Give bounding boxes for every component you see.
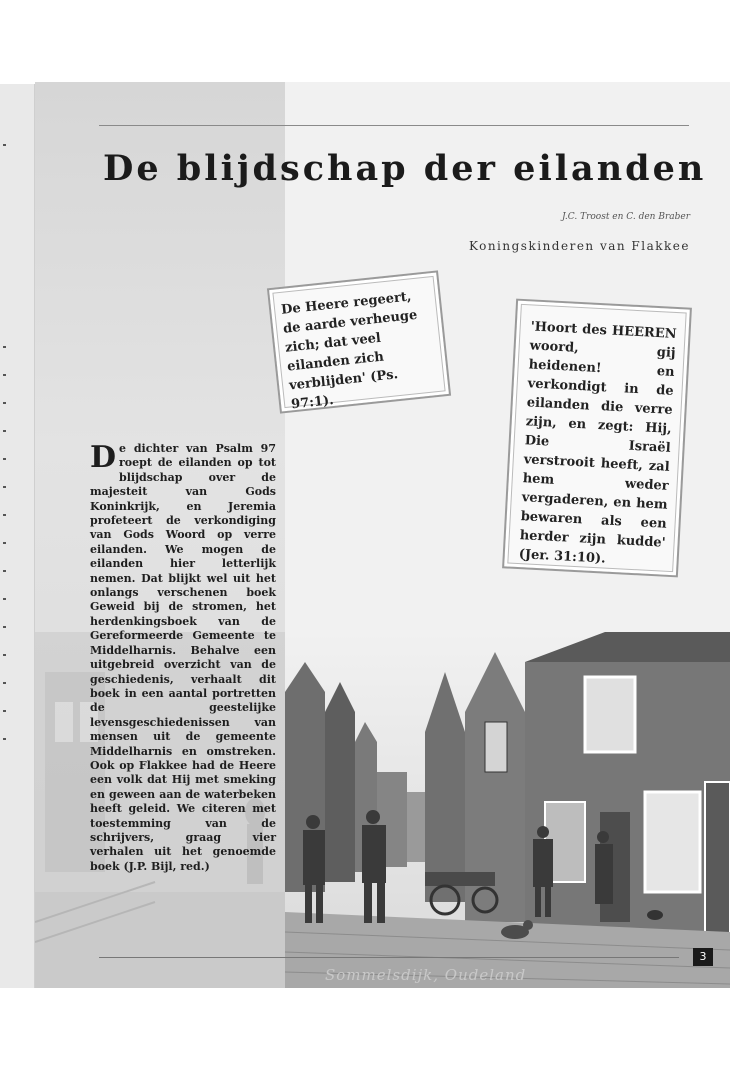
article-body [90,442,276,874]
section-heading: Koningskinderen van Flakkee [468,239,690,253]
street-photo [285,632,730,988]
quote-psalm: De Heere regeert, de aarde verheuge zich; dat veel eilanden zich verblijden' (Ps. 97:1). [267,270,451,413]
article-authors: J.C. Troost en C. den Braber [562,212,690,222]
photo-caption-footer: Sommelsdijk, Oudeland [325,966,527,984]
drop-cap: D [90,440,117,475]
article-body-text: e dichter van Psalm 97 roept de eilanden op tot blijdschap over de majesteit van Gods Koninkrijk, en Jeremia profeteert de verkondiging van Gods Woord op verre eilanden. We mogen de eilanden hier letterlijk nemen. Dat blijkt wel uit het onlangs verschenen boek Geweid bij de stromen, het herdenkingsboek van de Gereformeerde Gemeente te Middelharnis. Behalve een uitgebreid overzicht van de geschiedenis, verhaalt dit boek in een aantal portretten de geestelijke levensgeschiedenissen van mensen uit de gemeente Middelharnis en omstreken. Ook op Flakkee had de Heere een volk dat Hij met smeking en geween aan de waterbeken heeft geleid. We citeren met toestemming van de schrijvers, graag vier verhalen uit het genoemde boek (J.P. Bijl, red.) [90,442,276,873]
page-number: 3 [693,948,713,966]
bottom-rule [99,957,679,958]
article-title: De blijdschap der eilanden [103,148,707,189]
magazine-page [35,82,730,988]
top-rule [99,125,689,126]
previous-page-edge [0,84,35,988]
quote-jeremiah: 'Hoort des HEEREN woord, gij heidenen! en verkondigt in de eilanden die verre zijn, en zegt: Hij, Die Israël verstrooit heeft, zal hem weder vergaderen, en hem bewaren als een herder zijn kudde' (Jer. 31:10). [502,299,692,578]
